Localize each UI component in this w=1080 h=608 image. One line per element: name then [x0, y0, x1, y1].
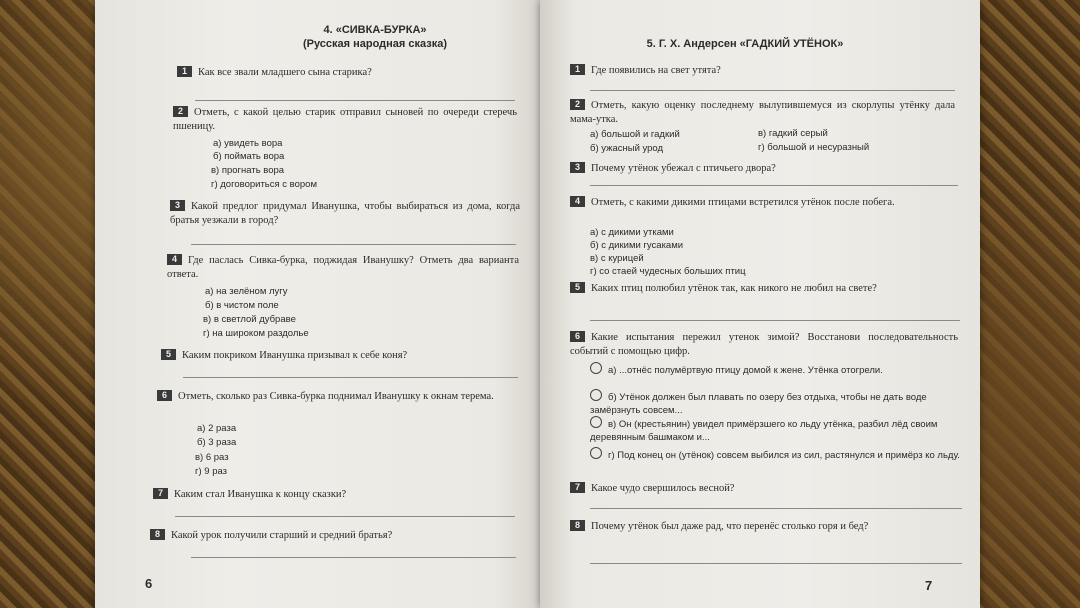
answer-line[interactable] [175, 516, 515, 517]
option[interactable]: а) с дикими утками [590, 227, 674, 238]
question-number: 3 [570, 162, 585, 173]
question-6 [157, 390, 519, 404]
option[interactable]: б) в чистом поле [205, 300, 279, 311]
question-text: Каких птиц полюбил утёнок так, как никого не любил на свете? [591, 283, 877, 294]
option[interactable]: г) со стаей чудесных больших птиц [590, 266, 746, 277]
question-4 [167, 254, 519, 282]
question-number: 1 [570, 64, 585, 75]
option[interactable]: г) договориться с вором [211, 179, 317, 190]
option[interactable]: в) прогнать вора [211, 165, 285, 176]
question-number: 4 [167, 254, 182, 265]
page-number: 6 [145, 576, 153, 591]
question-text: Какое чудо свершилось весной? [591, 483, 735, 494]
question-text: Какой урок получили старший и средний братья? [171, 530, 393, 541]
question-number: 4 [570, 196, 585, 207]
question-number: 6 [157, 390, 172, 401]
answer-line[interactable] [590, 563, 962, 564]
sequence-item[interactable] [590, 447, 962, 462]
order-circle[interactable] [590, 447, 602, 459]
option[interactable]: в) гадкий серый [758, 128, 828, 139]
question-text: Почему утёнок был даже рад, что перенёс столько горя и бед? [591, 521, 869, 532]
option[interactable]: г) 9 раз [195, 466, 228, 477]
answer-line[interactable] [590, 90, 955, 91]
question-5 [161, 349, 521, 363]
option[interactable]: а) увидеть вора [213, 138, 283, 149]
sequence-item[interactable] [590, 362, 962, 377]
question-number: 5 [161, 349, 176, 360]
option[interactable]: г) большой и несуразный [758, 142, 870, 153]
sequence-text: б) Утёнок должен был плавать по озеру без отдыха, чтобы не дать воде замёрзнуть совсем... [590, 392, 927, 416]
question-text: Где появились на свет утята? [591, 65, 721, 76]
option[interactable]: б) 3 раза [197, 437, 237, 448]
right-title: 5. Г. Х. Андерсен «ГАДКИЙ УТЁНОК» [646, 38, 844, 50]
sequence-text: в) Он (крестьянин) увидел примёрзшего ко льду утёнка, разбил лёд своим деревянным башмаком и... [590, 419, 938, 443]
sequence-item[interactable] [590, 416, 962, 444]
question-4 [570, 196, 955, 210]
answer-line[interactable] [191, 244, 516, 245]
order-circle[interactable] [590, 389, 602, 401]
option[interactable]: в) 6 раз [195, 452, 229, 463]
question-text: Отметь, с какими дикими птицами встретился утёнок после побега. [591, 197, 895, 208]
option[interactable]: в) с курицей [590, 253, 644, 264]
question-number: 2 [570, 99, 585, 110]
option[interactable]: а) большой и гадкий [590, 129, 680, 140]
question-7 [570, 482, 955, 496]
answer-line[interactable] [195, 100, 515, 101]
question-number: 6 [570, 331, 585, 342]
page-number: 7 [925, 578, 933, 593]
question-number: 7 [570, 482, 585, 493]
question-text: Где паслась Сивка-бурка, поджидая Иванушку? Отметь два варианта ответа. [167, 255, 519, 280]
question-2 [173, 106, 517, 134]
question-1 [570, 64, 950, 78]
question-3 [570, 162, 955, 176]
option[interactable]: г) на широком раздолье [203, 328, 309, 339]
sequence-item[interactable] [590, 389, 962, 417]
order-circle[interactable] [590, 362, 602, 374]
question-text: Отметь, с какой целью старик отправил сыновей по очереди стеречь пшеницу. [173, 107, 517, 132]
sequence-text: а) ...отнёс полумёртвую птицу домой к жене. Утёнка отогрели. [608, 365, 883, 376]
workbook-spread [95, 0, 980, 608]
question-3 [170, 200, 520, 228]
left-page [95, 0, 540, 608]
question-number: 3 [170, 200, 185, 211]
question-text: Каким покриком Иванушка призывал к себе коня? [182, 350, 408, 361]
answer-line[interactable] [191, 557, 516, 558]
option[interactable]: а) 2 раза [197, 423, 237, 434]
answer-line[interactable] [590, 185, 958, 186]
sequence-text: г) Под конец он (утёнок) совсем выбился из сил, растянулся и примёрз ко льду. [608, 450, 960, 461]
option[interactable]: б) с дикими гусаками [590, 240, 684, 251]
question-number: 7 [153, 488, 168, 499]
question-text: Отметь, сколько раз Сивка-бурка поднимал Иванушку к окнам терема. [178, 391, 494, 402]
answer-line[interactable] [183, 377, 518, 378]
question-7 [153, 488, 518, 502]
question-8 [570, 520, 960, 534]
question-number: 8 [570, 520, 585, 531]
option[interactable]: а) на зелёном лугу [205, 286, 288, 297]
option[interactable]: б) ужасный урод [590, 143, 664, 154]
question-number: 5 [570, 282, 585, 293]
left-title: 4. «СИВКА-БУРКА» [323, 24, 427, 36]
question-text: Какой предлог придумал Иванушка, чтобы выбираться из дома, когда братья уезжали в город? [170, 201, 520, 226]
order-circle[interactable] [590, 416, 602, 428]
option[interactable]: в) в светлой дубраве [203, 314, 296, 325]
question-text: Какие испытания пережил утенок зимой? Восстанови последовательность событий с помощью цифр. [570, 332, 958, 357]
question-6 [570, 331, 958, 359]
question-text: Почему утёнок убежал с птичьего двора? [591, 163, 776, 174]
question-8 [150, 529, 518, 543]
question-1 [177, 66, 517, 80]
question-text: Отметь, какую оценку последнему вылупившемуся из скорлупы утёнку дала мама-утка. [570, 100, 955, 125]
question-text: Как все звали младшего сына старика? [198, 67, 372, 78]
question-number: 8 [150, 529, 165, 540]
left-subtitle: (Русская народная сказка) [302, 38, 448, 50]
question-text: Каким стал Иванушка к концу сказки? [174, 489, 347, 500]
question-number: 1 [177, 66, 192, 77]
question-2 [570, 99, 955, 127]
answer-line[interactable] [590, 320, 960, 321]
right-page [540, 0, 980, 608]
question-5 [570, 282, 955, 296]
answer-line[interactable] [590, 508, 962, 509]
question-number: 2 [173, 106, 188, 117]
option[interactable]: б) поймать вора [213, 151, 285, 162]
